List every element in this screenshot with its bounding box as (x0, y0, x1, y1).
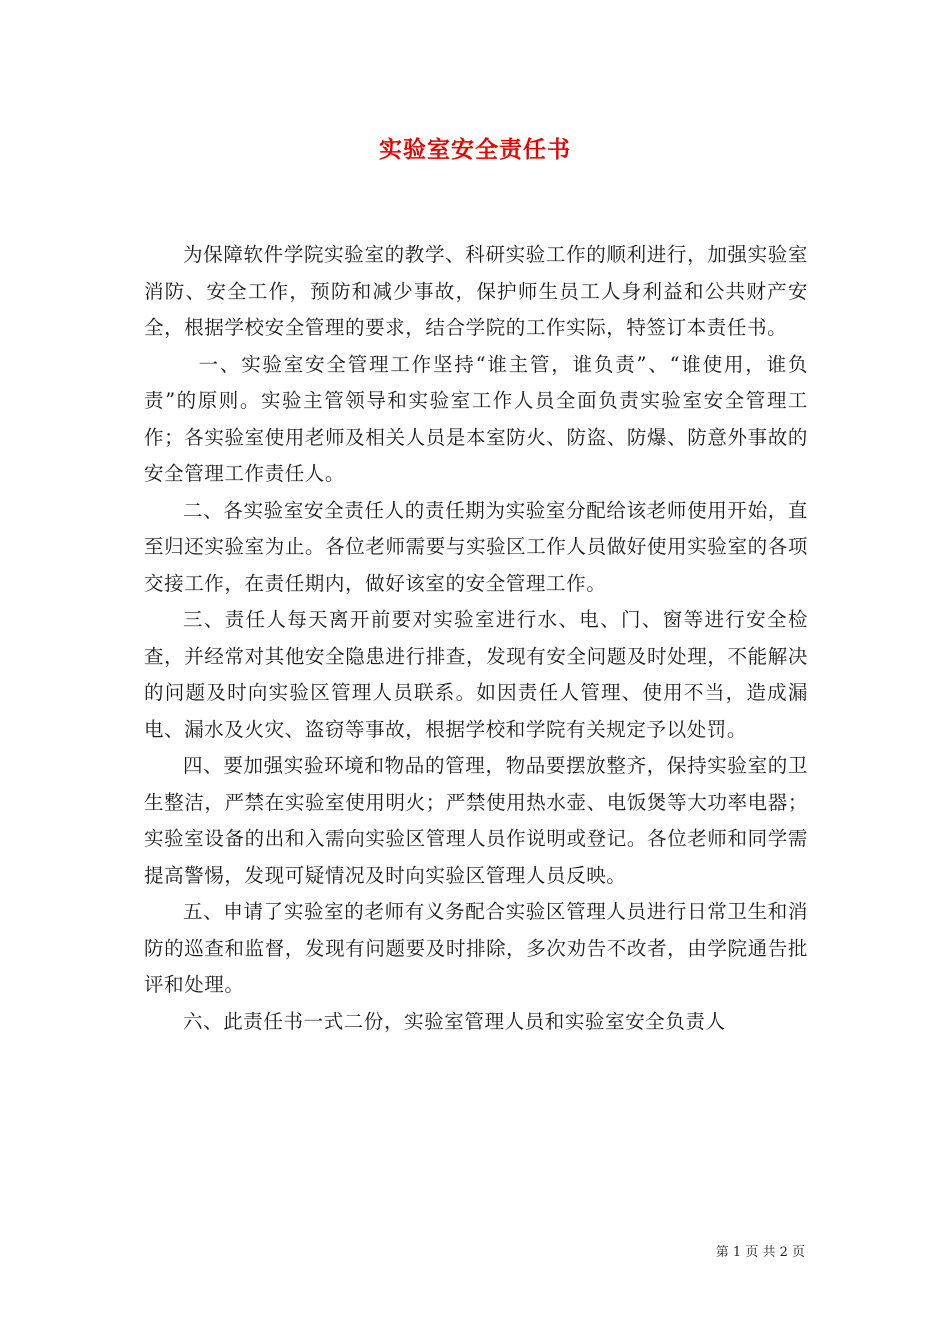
document-body (144, 237, 808, 1040)
clause-3-paragraph: 三、责任人每天离开前要对实验室进行水、电、门、窗等进行安全检查，并经常对其他安全隐患进行排查，发现有安全问题及时处理，不能解决的问题及时向实验区管理人员联系。如因责任人管理、使用不当，造成漏电、漏水及火灾、盗窃等事故，根据学校和学院有关规定予以处罚。 (144, 608, 808, 741)
clause-2-paragraph: 二、各实验室安全责任人的责任期为实验室分配给该老师使用开始，直至归还实验室为止。各位老师需要与实验区工作人员做好使用实验室的各项交接工作，在责任期内，做好该室的安全管理工作。 (144, 498, 808, 595)
clause-5-paragraph: 五、申请了实验室的老师有义务配合实验区管理人员进行日常卫生和消防的巡查和监督，发现有问题要及时排除，多次劝告不改者，由学院通告批评和处理。 (144, 900, 808, 996)
intro-paragraph: 为保障软件学院实验室的教学、科研实验工作的顺利进行，加强实验室消防、安全工作，预防和减少事故，保护师生员工人身利益和公共财产安全，根据学校安全管理的要求，结合学院的工作实际，特签订本责任书。 (144, 243, 808, 339)
clause-1-paragraph: 一、实验室安全管理工作坚持“谁主管，谁负责”、“谁使用，谁负责”的原则。实验主管领导和实验室工作人员全面负责实验室安全管理工作；各实验室使用老师及相关人员是本室防火、防盗、防爆、防意外事故的安全管理工作责任人。 (144, 352, 808, 485)
page-number-footer: 第 1 页 共 2 页 (715, 1245, 805, 1260)
clause-6-paragraph: 六、此责任书一式二份，实验室管理人员和实验室安全负责人 (183, 1009, 726, 1033)
document-title: 实验室安全责任书 (379, 136, 571, 163)
clause-4-paragraph: 四、要加强实验环境和物品的管理，物品要摆放整齐，保持实验室的卫生整洁，严禁在实验室使用明火；严禁使用热水壶、电饭煲等大功率电器；实验室设备的出和入需向实验区管理人员作说明或登记。各位老师和同学需提高警惕，发现可疑情况及时向实验区管理人员反映。 (144, 754, 808, 887)
